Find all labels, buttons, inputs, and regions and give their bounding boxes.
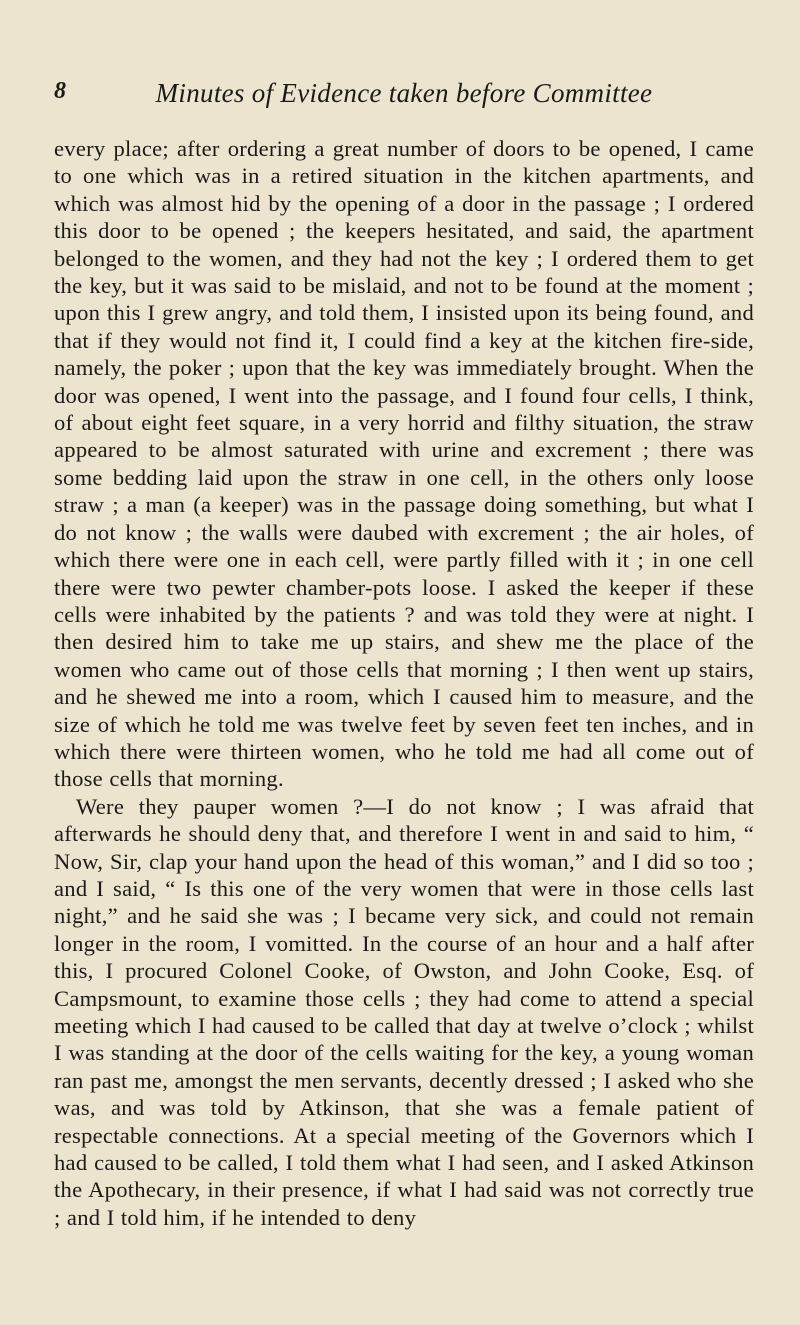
paragraph-2: Were they pauper women ?—I do not know ; I was afraid that afterwards he should deny that, and therefore I went in and said to him, “ Now, Sir, clap your hand upon the head of this woman,” and I did so too ; and I said, “ Is this one of the very women that were in those cells last night,” and he said she was ; I became very sick, and could not remain longer in the room, I vomitted. In the course of an hour and a half after this, I procured Colonel Cooke, of Owston, and John Cooke, Esq. of Campsmount, to examine those cells ; they had come to attend a special meeting which I had caused to be called that day at twelve o’clock ; whilst I was standing at the door of the cells waiting for the key, a young woman ran past me, amongst the men servants, decently dressed ; I asked who she was, and was told by Atkinson, that she was a female patient of respectable connections. At a special meeting of the Governors which I had caused to be called, I told them what I had seen, and I asked Atkinson the Apothecary, in their presence, if what I had said was not correctly true ; and I told him, if he intended to deny (54, 793, 754, 1230)
paragraph-1: every place; after ordering a great number of doors to be opened, I came to one which was in a retired situation in the kitchen apartments, and which was almost hid by the opening of a door in the passage ; I ordered this door to be opened ; the keepers hesitated, and said, the apartment belonged to the women, and they had not the key ; I ordered them to get the key, but it was said to be mislaid, and not to be found at the moment ; upon this I grew angry, and told them, I insisted upon its being found, and that if they would not find it, I could find a key at the kitchen fire-side, namely, the poker ; upon that the key was immediately brought. When the door was opened, I went into the passage, and I found four cells, I think, of about eight feet square, in a very horrid and filthy situation, the straw appeared to be almost saturated with urine and excrement ; there was some bedding laid upon the straw in one cell, in the others only loose straw ; a man (a keeper) was in the passage doing something, but what I do not know ; the walls were daubed with excrement ; the air holes, of which there were one in each cell, were partly filled with it ; in one cell there were two pewter chamber-pots loose. I asked the keeper if these cells were inhabited by the patients ? and was told they were at night. I then desired him to take me up stairs, and shew me the place of the women who came out of those cells that morning ; I then went up stairs, and he shewed me into a room, which I caused him to measure, and the size of which he told me was twelve feet by seven feet ten inches, and in which there were thirteen women, who he told me had all come out of those cells that morning. (54, 136, 754, 792)
running-head: Minutes of Evidence taken before Committee (155, 78, 653, 108)
page-number: 8 (54, 78, 66, 104)
body-text (54, 135, 754, 1231)
page-header (54, 78, 754, 118)
